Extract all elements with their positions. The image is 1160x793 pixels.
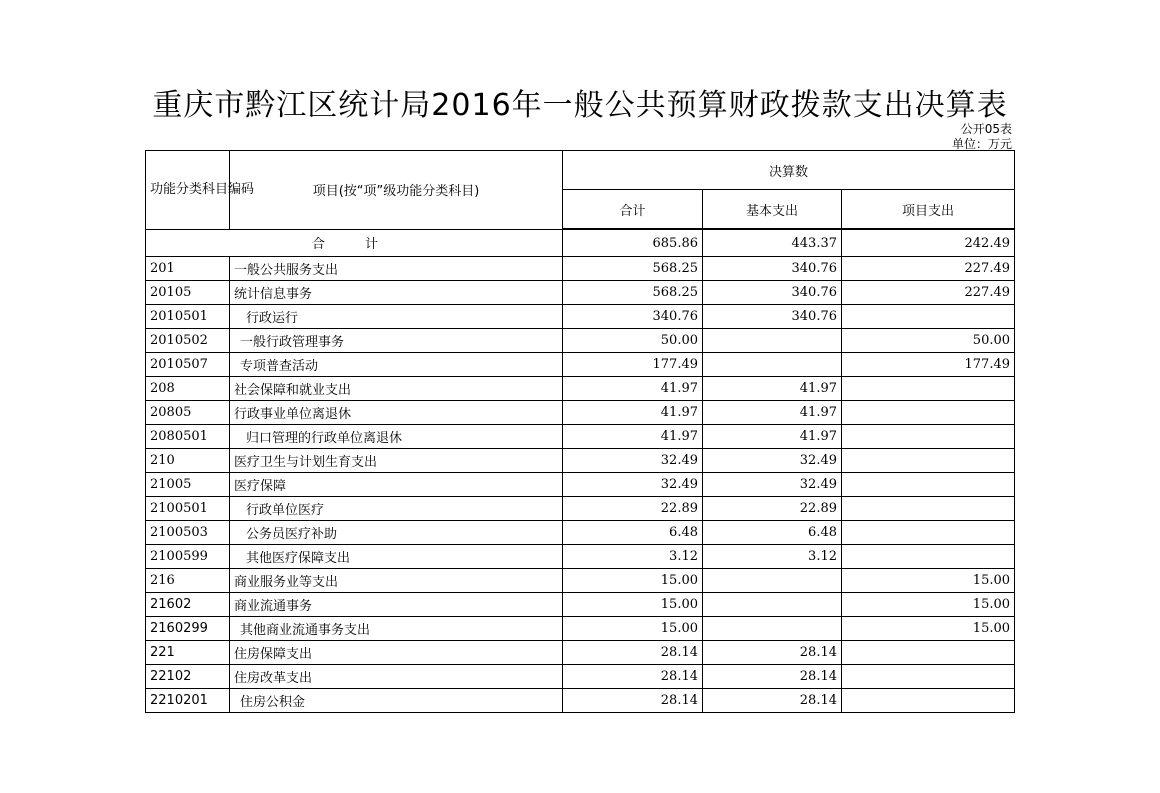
- row-code: 210: [146, 449, 230, 473]
- row-basic: 6.48: [703, 521, 842, 545]
- row-basic: 41.97: [703, 425, 842, 449]
- row-total: 15.00: [563, 593, 703, 617]
- row-project: [842, 473, 1015, 497]
- row-item-name: 专项普查活动: [230, 353, 563, 377]
- row-code: 21005: [146, 473, 230, 497]
- row-total: 15.00: [563, 569, 703, 593]
- row-basic: 32.49: [703, 473, 842, 497]
- row-project: [842, 689, 1015, 713]
- row-total: 28.14: [563, 641, 703, 665]
- row-code: 221: [146, 641, 230, 665]
- row-item-name: 其他医疗保障支出: [230, 545, 563, 569]
- row-basic: [703, 569, 842, 593]
- row-basic: [703, 617, 842, 641]
- row-code: 2210201: [146, 689, 230, 713]
- row-total: 568.25: [563, 257, 703, 281]
- row-basic: 340.76: [703, 305, 842, 329]
- row-project: 50.00: [842, 329, 1015, 353]
- row-item-name: 行政事业单位离退休: [230, 401, 563, 425]
- row-code: 20805: [146, 401, 230, 425]
- row-total: 22.89: [563, 497, 703, 521]
- row-project: [842, 641, 1015, 665]
- header-final-amount: 决算数: [563, 151, 1015, 190]
- row-project: [842, 305, 1015, 329]
- table-row: [146, 329, 1015, 353]
- table-row: [146, 281, 1015, 305]
- row-basic: 28.14: [703, 641, 842, 665]
- row-total: 41.97: [563, 377, 703, 401]
- table-row: [146, 665, 1015, 689]
- row-code: 22102: [146, 665, 230, 689]
- table-row: [146, 473, 1015, 497]
- row-code: 208: [146, 377, 230, 401]
- row-total: 28.14: [563, 689, 703, 713]
- row-total: 15.00: [563, 617, 703, 641]
- row-item-name: 住房公积金: [230, 689, 563, 713]
- row-project: [842, 449, 1015, 473]
- table-row: [146, 617, 1015, 641]
- table-code-label: 公开05表: [960, 122, 1012, 136]
- row-total: 3.12: [563, 545, 703, 569]
- row-item-name: 医疗卫生与计划生育支出: [230, 449, 563, 473]
- row-project: 15.00: [842, 617, 1015, 641]
- total-basic: 443.37: [703, 229, 842, 257]
- row-total: 28.14: [563, 665, 703, 689]
- table-row: [146, 257, 1015, 281]
- row-project: [842, 545, 1015, 569]
- table-row: [146, 569, 1015, 593]
- row-basic: 41.97: [703, 377, 842, 401]
- total-label: 合 计: [146, 229, 563, 257]
- table-row: [146, 425, 1015, 449]
- row-total: 41.97: [563, 401, 703, 425]
- row-item-name: 一般行政管理事务: [230, 329, 563, 353]
- row-code: 2010502: [146, 329, 230, 353]
- row-item-name: 行政运行: [230, 305, 563, 329]
- row-basic: [703, 353, 842, 377]
- row-code: 201: [146, 257, 230, 281]
- row-total: 340.76: [563, 305, 703, 329]
- row-item-name: 商业服务业等支出: [230, 569, 563, 593]
- row-code: 2100501: [146, 497, 230, 521]
- header-project: 项目支出: [842, 190, 1015, 230]
- row-basic: 22.89: [703, 497, 842, 521]
- table-row: [146, 497, 1015, 521]
- row-item-name: 住房保障支出: [230, 641, 563, 665]
- table-row: [146, 545, 1015, 569]
- unit-label: 单位：万元: [951, 137, 1012, 151]
- row-basic: 32.49: [703, 449, 842, 473]
- row-project: [842, 425, 1015, 449]
- table-row: [146, 641, 1015, 665]
- row-project: [842, 401, 1015, 425]
- row-total: 568.25: [563, 281, 703, 305]
- row-item-name: 医疗保障: [230, 473, 563, 497]
- row-item-name: 归口管理的行政单位离退休: [230, 425, 563, 449]
- row-project: 15.00: [842, 593, 1015, 617]
- header-basic: 基本支出: [703, 190, 842, 230]
- row-basic: 3.12: [703, 545, 842, 569]
- row-code: 2100503: [146, 521, 230, 545]
- row-project: 15.00: [842, 569, 1015, 593]
- row-code: 2100599: [146, 545, 230, 569]
- row-item-name: 社会保障和就业支出: [230, 377, 563, 401]
- row-code: 2010501: [146, 305, 230, 329]
- row-item-name: 行政单位医疗: [230, 497, 563, 521]
- table-row: [146, 401, 1015, 425]
- row-basic: 28.14: [703, 689, 842, 713]
- row-project: 177.49: [842, 353, 1015, 377]
- row-project: [842, 665, 1015, 689]
- table-row: [146, 689, 1015, 713]
- row-item-name: 公务员医疗补助: [230, 521, 563, 545]
- row-item-name: 住房改革支出: [230, 665, 563, 689]
- row-code: 20105: [146, 281, 230, 305]
- row-item-name: 统计信息事务: [230, 281, 563, 305]
- table-row: [146, 449, 1015, 473]
- header-item: 项目(按“项”级功能分类科目): [230, 151, 563, 230]
- header-code: 功能分类科目编码: [146, 151, 230, 230]
- row-code: 2160299: [146, 617, 230, 641]
- row-project: [842, 521, 1015, 545]
- row-code: 21602: [146, 593, 230, 617]
- table-row: [146, 593, 1015, 617]
- row-total: 41.97: [563, 425, 703, 449]
- total-sum: 685.86: [563, 229, 703, 257]
- row-basic: [703, 593, 842, 617]
- row-project: 227.49: [842, 281, 1015, 305]
- row-total: 32.49: [563, 473, 703, 497]
- total-project: 242.49: [842, 229, 1015, 257]
- row-code: 2010507: [146, 353, 230, 377]
- table-row: [146, 353, 1015, 377]
- row-project: [842, 377, 1015, 401]
- row-total: 32.49: [563, 449, 703, 473]
- row-project: [842, 497, 1015, 521]
- header-total: 合计: [563, 190, 703, 230]
- total-row: [146, 229, 1015, 257]
- row-basic: 41.97: [703, 401, 842, 425]
- table-row: [146, 521, 1015, 545]
- row-code: 2080501: [146, 425, 230, 449]
- page-title: 重庆市黔江区统计局2016年一般公共预算财政拨款支出决算表: [152, 88, 1008, 123]
- row-code: 216: [146, 569, 230, 593]
- row-item-name: 一般公共服务支出: [230, 257, 563, 281]
- row-basic: [703, 329, 842, 353]
- expenditure-table: [145, 150, 1015, 713]
- row-total: 177.49: [563, 353, 703, 377]
- row-project: 227.49: [842, 257, 1015, 281]
- row-basic: 340.76: [703, 257, 842, 281]
- row-total: 6.48: [563, 521, 703, 545]
- table-row: [146, 377, 1015, 401]
- row-item-name: 其他商业流通事务支出: [230, 617, 563, 641]
- table-row: [146, 305, 1015, 329]
- row-basic: 28.14: [703, 665, 842, 689]
- row-basic: 340.76: [703, 281, 842, 305]
- row-item-name: 商业流通事务: [230, 593, 563, 617]
- row-total: 50.00: [563, 329, 703, 353]
